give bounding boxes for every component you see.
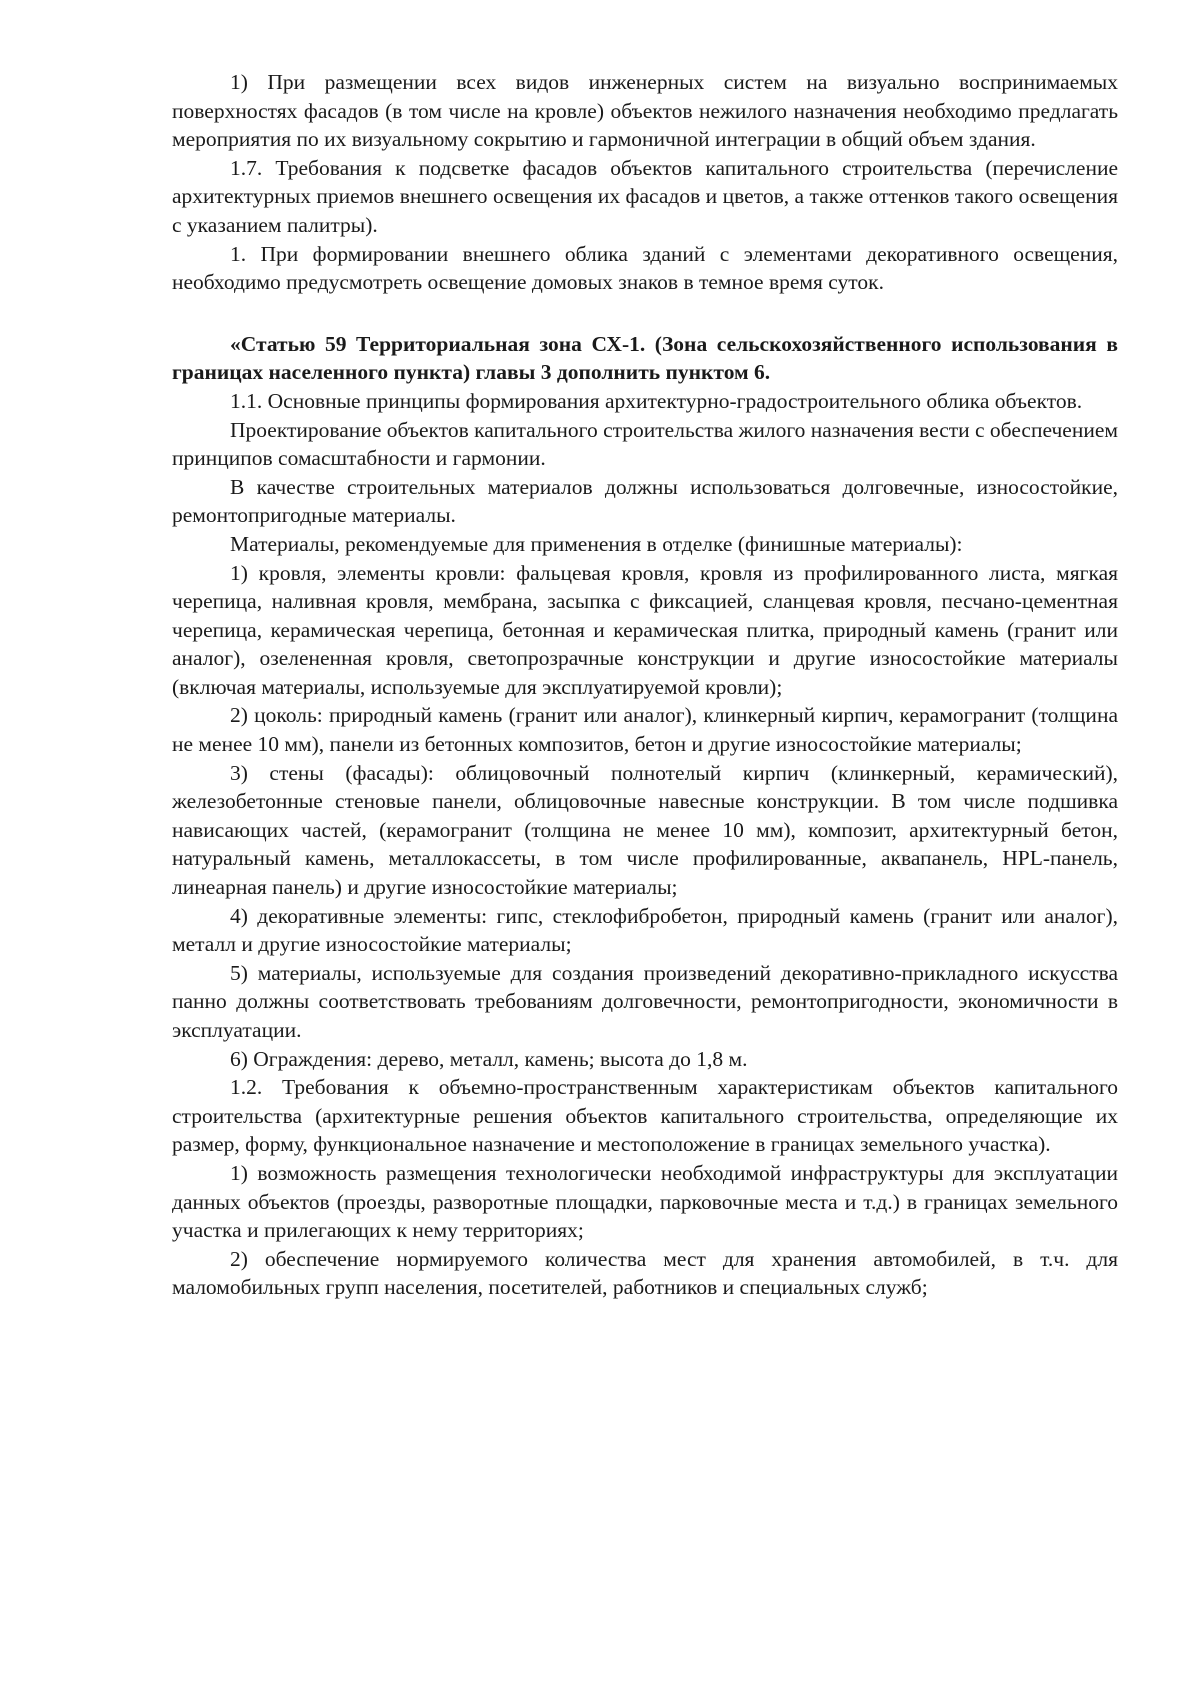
paragraph-volume-spatial-requirements: 1.2. Требования к объемно-пространственным характеристикам объектов капитального строительства (архитектурные решения объектов капитального строительства, определяющие их размер, форму, функциональное назначение и местоположение в границах земельного участка).	[172, 1075, 1118, 1157]
list-item-roof: 1) кровля, элементы кровли: фальцевая кровля, кровля из профилированного листа, мягкая черепица, наливная кровля, мембрана, засыпка с фиксацией, сланцевая кровля, песчано-цементная черепица, керамическая черепица, бетонная и керамическая плитка, природный камень (гранит или аналог), озелененная кровля, светопрозрачные конструкции и другие износостойкие материалы (включая материалы, используемые для эксплуатируемой кровли);	[172, 560, 1118, 699]
list-item-walls: 3) стены (фасады): облицовочный полнотелый кирпич (клинкерный, керамический), железобетонные стеновые панели, облицовочные навесные конструкции. В том числе подшивка нависающих частей, (керамогранит (толщина не менее 10 мм), композит, архитектурный бетон, натуральный камень, металлокассеты, в том числе профилированные, аквапанель, HPL-панель, линеарная панель) и другие износостойкие материалы;	[172, 760, 1118, 900]
list-item-applied-art: 5) материалы, используемые для создания произведений декоративно-прикладного искусства панно должны соответствовать требованиям долговечности, ремонтопригодности, экономичности в эксплуатации.	[172, 960, 1118, 1042]
paragraph-decorative-lighting: 1. При формировании внешнего облика зданий с элементами декоративного освещения, необходимо предусмотреть освещение домовых знаков в темное время суток.	[172, 241, 1118, 295]
document-page	[172, 0, 1118, 1302]
list-item-plinth: 2) цоколь: природный камень (гранит или аналог), клинкерный кирпич, керамогранит (толщина не менее 10 мм), панели из бетонных композитов, бетон и другие износостойкие материалы;	[172, 703, 1118, 757]
section-heading-article-59: «Статью 59 Территориальная зона СХ-1. (Зона сельскохозяйственного использования в границах населенного пункта) главы 3 дополнить пунктом 6.	[172, 331, 1118, 385]
paragraph-engineering-systems: 1) При размещении всех видов инженерных систем на визуально воспринимаемых поверхностях фасадов (в том числе на кровле) объектов нежилого назначения необходимо предлагать мероприятия по их визуальному сокрытию и гармоничной интеграции в общий объем здания.	[172, 70, 1118, 152]
paragraph-facade-lighting-requirements: 1.7. Требования к подсветке фасадов объектов капитального строительства (перечисление архитектурных приемов внешнего освещения их фасадов и цветов, а также оттенков такого освещения с указанием палитры).	[172, 155, 1118, 237]
list-item-decorative-elements: 4) декоративные элементы: гипс, стеклофибробетон, природный камень (гранит или аналог), металл и другие износостойкие материалы;	[172, 903, 1118, 957]
paragraph-principles: 1.1. Основные принципы формирования архитектурно-градостроительного облика объектов.	[230, 388, 1083, 413]
list-item-parking: 2) обеспечение нормируемого количества мест для хранения автомобилей, в т.ч. для маломобильных групп населения, посетителей, работников и специальных служб;	[172, 1246, 1118, 1300]
paragraph-design: Проектирование объектов капитального строительства жилого назначения вести с обеспечением принципов сомасштабности и гармонии.	[172, 417, 1118, 471]
paragraph-materials-durability: В качестве строительных материалов должны использоваться долговечные, износостойкие, ремонтопригодные материалы.	[172, 474, 1118, 528]
list-item-fences: 6) Ограждения: дерево, металл, камень; высота до 1,8 м.	[230, 1046, 748, 1071]
list-item-infrastructure: 1) возможность размещения технологически необходимой инфраструктуры для эксплуатации данных объектов (проезды, разворотные площадки, парковочные места и т.д.) в границах земельного участка и прилегающих к нему территориях;	[172, 1160, 1118, 1243]
paragraph-finishing-materials: Материалы, рекомендуемые для применения в отделке (финишные материалы):	[230, 531, 963, 556]
